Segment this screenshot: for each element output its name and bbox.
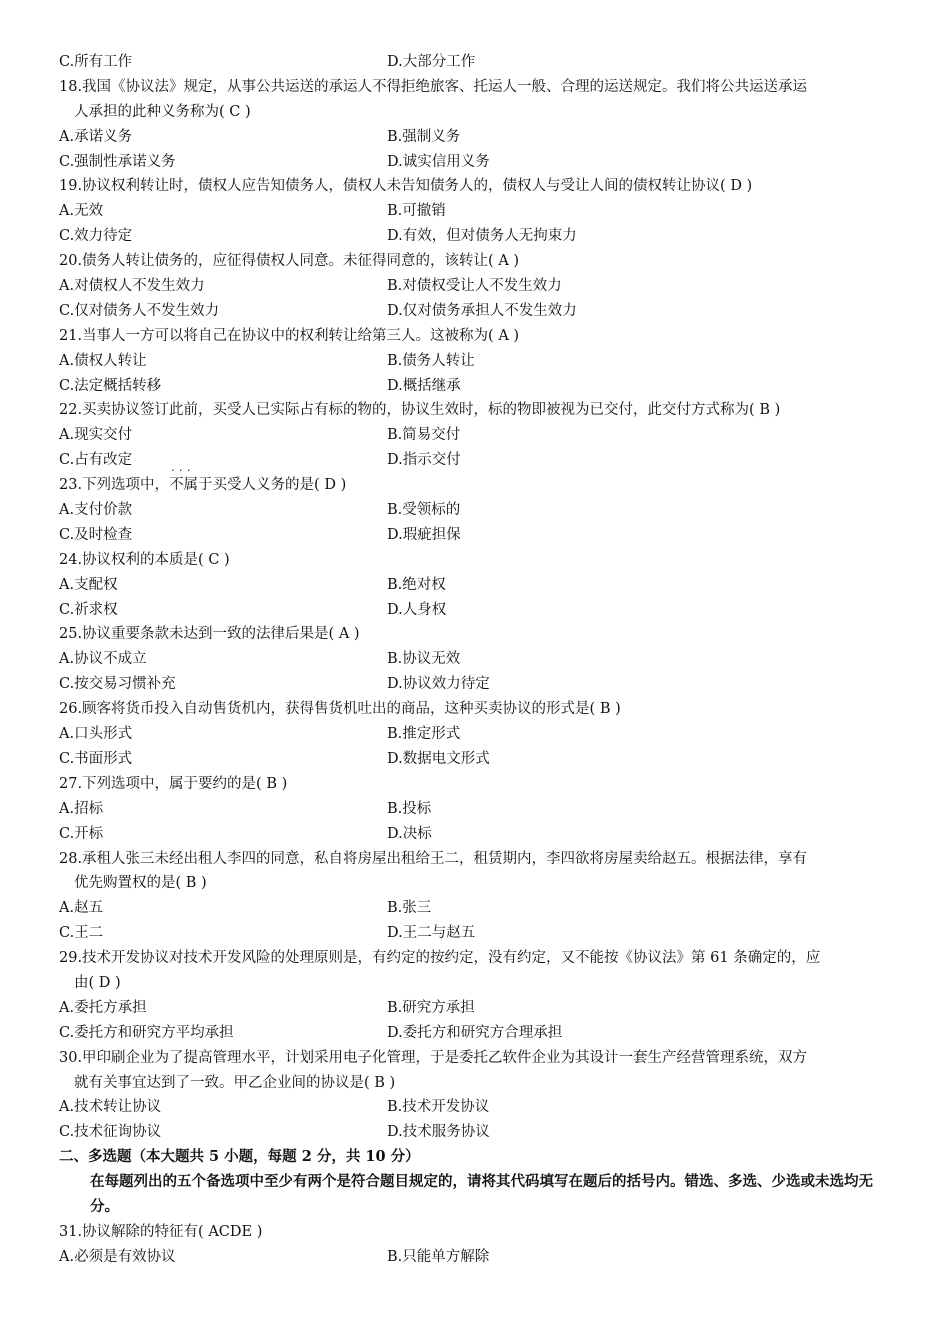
option-right: B.研究方承担 (387, 999, 475, 1016)
section-heading: 二、多选题（本大题共 5 小题，每题 2 分，共 10 分） (59, 1148, 420, 1166)
question-text: 20.债务人转让债务的，应征得债权人同意。未征得同意的，该转让( A ) (59, 253, 520, 270)
option-left: A.协议不成立 (59, 651, 147, 668)
option-left: A.赵五 (59, 900, 104, 917)
option-right: D.概括继承 (387, 377, 461, 394)
option-right: D.仅对债务承担人不发生效力 (387, 302, 577, 319)
question-text: 29.技术开发协议对技术开发风险的处理原则是，有约定的按约定，没有约定，又不能按《协议法》第 61 条确定的，应 (59, 950, 821, 967)
option-left: A.现实交付 (59, 427, 133, 444)
option-row (59, 996, 890, 1021)
option-right: B.对债权受让人不发生效力 (387, 278, 562, 295)
option-row (59, 797, 890, 822)
option-left: C.王二 (59, 925, 104, 942)
option-left: A.技术转让协议 (59, 1099, 162, 1116)
option-row (59, 199, 890, 224)
option-right: B.张三 (387, 900, 432, 917)
question-text: 25.协议重要条款未达到一致的法律后果是( A ) (59, 626, 360, 643)
option-right: D.数据电文形式 (387, 750, 490, 767)
question-text (59, 473, 890, 498)
option-row (59, 299, 890, 324)
option-row (59, 747, 890, 772)
option-left: A.支付价款 (59, 502, 133, 519)
question-segment: 买受人义务的是( D ) (212, 477, 347, 494)
option-right: B.绝对权 (387, 576, 446, 593)
option-right: B.推定形式 (387, 726, 461, 743)
option-right: D.瑕疵担保 (387, 526, 461, 543)
option-left: C.书面形式 (59, 750, 133, 767)
option-right: D.诚实信用义务 (387, 153, 490, 170)
option-row (59, 822, 890, 847)
option-left: A.招标 (59, 800, 104, 817)
option-row (59, 125, 890, 150)
option-right: D.有效，但对债务人无拘束力 (387, 228, 577, 245)
question-continuation: 优先购置权的是( B ) (74, 875, 207, 892)
question-segment: 23.下列选项中， (59, 477, 170, 494)
question-text: 22.买卖协议签订此前，买受人已实际占有标的物的，协议生效时，标的物即被视为已交付，此交付方式称为( B ) (59, 402, 781, 419)
question-continuation: 人承担的此种义务称为( C ) (74, 103, 251, 120)
option-left: C.效力待定 (59, 228, 133, 245)
option-left: C.委托方和研究方平均承担 (59, 1024, 234, 1041)
option-row (59, 722, 890, 747)
option-left: C.开标 (59, 825, 104, 842)
question-text: 30.甲印刷企业为了提高管理水平，计划采用电子化管理，于是委托乙软件企业为其设计一套生产经营管理系统，双方 (59, 1049, 808, 1066)
option-right: D.王二与赵五 (387, 925, 476, 942)
option-left: A.支配权 (59, 576, 118, 593)
emphasized-text: · · · 不属于 (169, 477, 213, 493)
question-text: 28.承租人张三未经出租人李四的同意，私自将房屋出租给王二，租赁期内，李四欲将房屋卖给赵五。根据法律，享有 (59, 850, 808, 867)
option-left: C.技术征询协议 (59, 1124, 162, 1141)
option-row (59, 1120, 890, 1145)
option-right: B.强制义务 (387, 128, 461, 145)
option-left: C.所有工作 (59, 54, 133, 70)
option-row (59, 423, 890, 448)
option-left: A.债权人转让 (59, 352, 147, 369)
option-row (59, 498, 890, 523)
option-right: D.协议效力待定 (387, 676, 490, 693)
option-row (59, 374, 890, 399)
option-right: D.大部分工作 (387, 54, 476, 70)
option-row (59, 672, 890, 697)
option-row (59, 573, 890, 598)
option-right: B.技术开发协议 (387, 1099, 490, 1116)
option-right: D.技术服务协议 (387, 1124, 490, 1141)
option-row (59, 150, 890, 175)
option-left: C.及时检查 (59, 526, 133, 543)
option-row (59, 1021, 890, 1046)
option-left: C.占有改定 (59, 452, 133, 469)
option-left: C.法定概括转移 (59, 377, 162, 394)
option-left: C.祈求权 (59, 601, 118, 618)
option-left: A.承诺义务 (59, 128, 133, 145)
question-text: 26.顾客将货币投入自动售货机内，获得售货机吐出的商品，这种买卖协议的形式是( B ) (59, 701, 621, 718)
option-left: C.强制性承诺义务 (59, 153, 176, 170)
option-row (59, 598, 890, 623)
question-text: 21.当事人一方可以将自己在协议中的权利转让给第三人。这被称为( A ) (59, 327, 520, 344)
question-text: 19.协议权利转让时，债权人应告知债务人，债权人未告知债务人的，债权人与受让人间的债权转让协议( D ) (59, 178, 753, 195)
option-right: B.债务人转让 (387, 352, 475, 369)
option-row (59, 921, 890, 946)
option-row (59, 1095, 890, 1120)
option-left: C.按交易习惯补充 (59, 676, 176, 693)
option-left: A.口头形式 (59, 726, 133, 743)
option-row (59, 349, 890, 374)
question-text: 18.我国《协议法》规定，从事公共运送的承运人不得拒绝旅客、托运人一般、合理的运送规定。我们将公共运送承运 (59, 78, 808, 95)
option-right: D.指示交付 (387, 452, 461, 469)
option-row (59, 50, 890, 75)
question-text: 31.协议解除的特征有( ACDE ) (59, 1223, 263, 1240)
question-continuation: 就有关事宜达到了一致。甲乙企业间的协议是( B ) (74, 1074, 396, 1091)
option-row (59, 647, 890, 672)
option-row (59, 274, 890, 299)
option-right: B.投标 (387, 800, 432, 817)
option-right: B.简易交付 (387, 427, 461, 444)
option-row (59, 523, 890, 548)
option-right: B.受领标的 (387, 502, 461, 519)
option-row (59, 1245, 890, 1270)
option-right: B.只能单方解除 (387, 1248, 490, 1265)
section-instructions: 在每题列出的五个备选项中至少有两个是符合题目规定的，请将其代码填写在题后的括号内。错选、多选、少选或未选均无分。 (90, 1173, 873, 1215)
option-right: D.决标 (387, 825, 432, 842)
option-right: B.协议无效 (387, 651, 461, 668)
question-continuation: 由( D ) (74, 974, 121, 991)
option-left: A.无效 (59, 203, 104, 220)
option-left: A.必须是有效协议 (59, 1248, 176, 1265)
option-left: A.委托方承担 (59, 999, 147, 1016)
question-text: 24.协议权利的本质是( C ) (59, 551, 230, 568)
option-right: B.可撤销 (387, 203, 446, 220)
option-left: C.仅对债务人不发生效力 (59, 302, 220, 319)
option-left: A.对债权人不发生效力 (59, 278, 205, 295)
question-text: 27.下列选项中，属于要约的是( B ) (59, 775, 288, 792)
option-right: D.委托方和研究方合理承担 (387, 1024, 563, 1041)
option-right: D.人身权 (387, 601, 447, 618)
option-row (59, 896, 890, 921)
option-row (59, 224, 890, 249)
